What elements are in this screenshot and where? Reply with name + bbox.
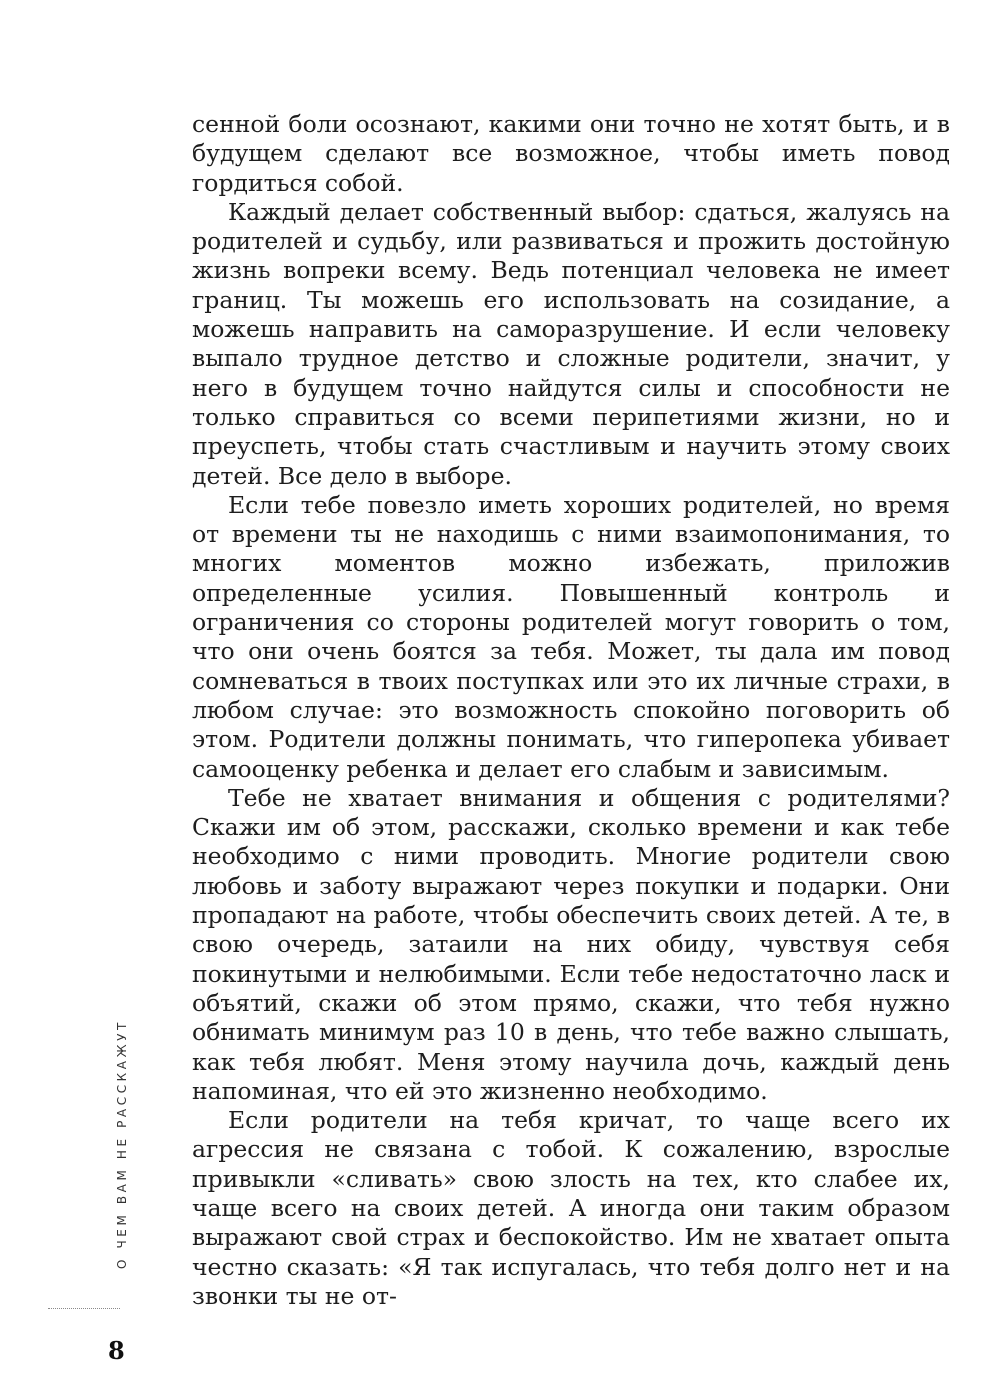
paragraph: Если тебе повезло иметь хороших родителей, но время от времени ты не находишь с ними взаимопонимания, то многих моментов можно избежать, приложив определенные усилия. Повышенный контроль и ограничения со стороны родителей могут говорить о том, что они очень боятся за тебя. Может, ты дала им повод сомневаться в твоих поступках или это их личные страхи, в любом случае: это возможность спокойно поговорить об этом. Родители должны понимать, что гиперопека убивает самооценку ребенка и делает его слабым и зависимым. <box>192 490 950 783</box>
paragraph: Тебе не хватает внимания и общения с родителями? Скажи им об этом, расскажи, сколько времени и как тебе необходимо с ними проводить. Многие родители свою любовь и заботу выражают через покупки и подарки. Они пропадают на работе, чтобы обеспечить своих детей. А те, в свою очередь, затаили на них обиду, чувствуя себя покинутыми и нелюбимыми. Если тебе недостаточно ласк и объятий, скажи об этом прямо, скажи, что тебя нужно обнимать минимум раз 10 в день, что тебе важно слышать, как тебя любят. Меня этому научила дочь, каждый день напоминая, что ей это жизненно необходимо. <box>192 783 950 1105</box>
page-number: 8 <box>108 1336 125 1365</box>
paragraph: сенной боли осознают, какими они точно не хотят быть, и в будущем сделают все возможное, чтобы иметь повод гордиться собой. <box>192 110 950 197</box>
running-head-text: О ЧЕМ ВАМ НЕ РАССКАЖУТ <box>115 1019 129 1269</box>
body-text <box>192 110 950 1311</box>
paragraph: Каждый делает собственный выбор: сдаться, жалуясь на родителей и судьбу, или развиваться и прожить достойную жизнь вопреки всему. Ведь потенциал человека не имеет границ. Ты можешь его использовать на созидание, а можешь направить на саморазрушение. И если человеку выпало трудное детство и сложные родители, значит, у него в будущем точно найдутся силы и способности не только справиться со всеми перипетиями жизни, но и преуспеть, чтобы стать счастливым и научить этому своих детей. Все дело в выборе. <box>192 197 950 490</box>
folio-rule <box>48 1308 120 1309</box>
paragraph: Если родители на тебя кричат, то чаще всего их агрессия не связана с тобой. К сожалению, взрослые привыкли «сливать» свою злость на тех, кто слабее их, чаще всего на своих детей. А иногда они таким образом выражают свой страх и беспокойство. Им не хватает опыта честно сказать: «Я так испугалась, что тебя долго нет и на звонки ты не от- <box>192 1106 950 1310</box>
